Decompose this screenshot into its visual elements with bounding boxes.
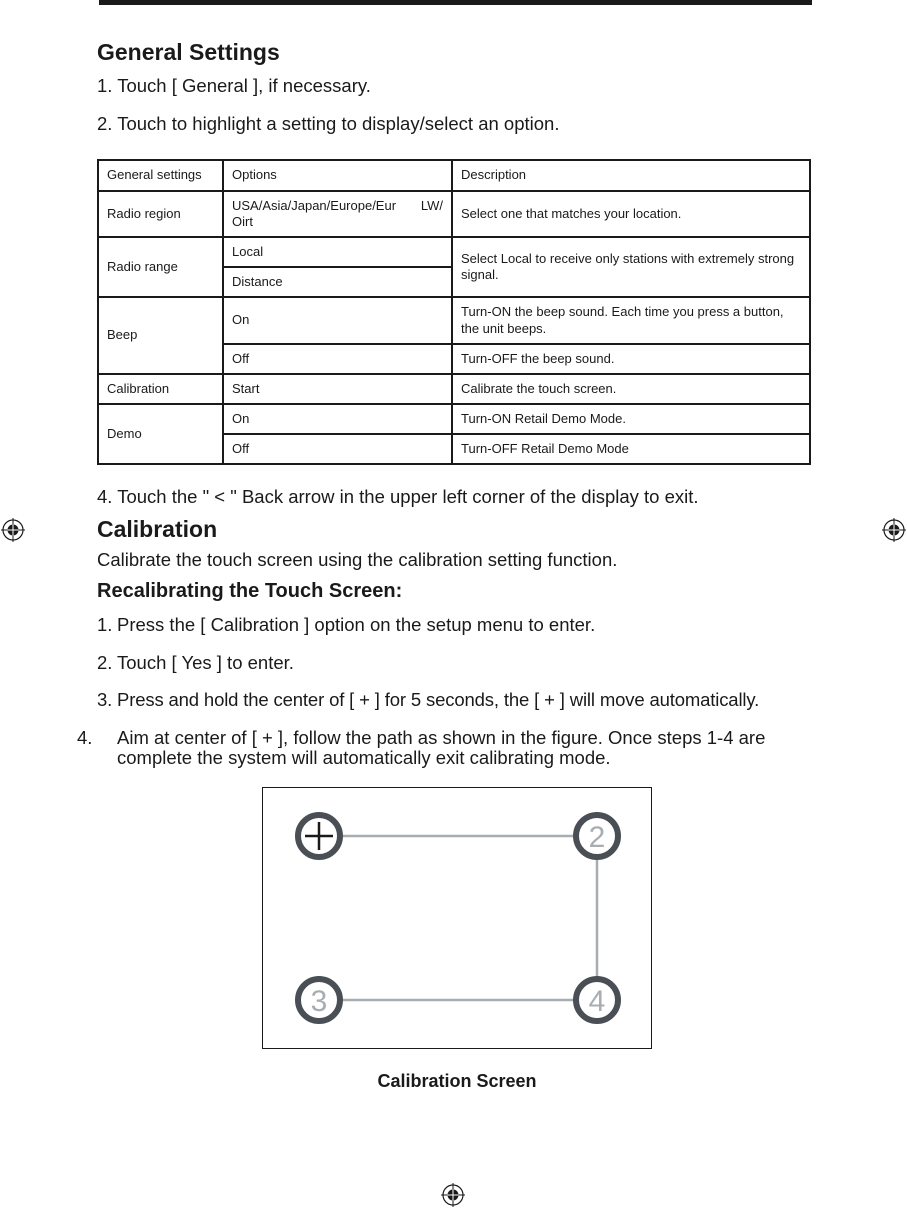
point-3-label: 3 [310,985,328,1018]
table-row [98,297,810,344]
header-options: Options [223,160,452,191]
recalibrating-subtitle: Recalibrating the Touch Screen: [97,580,403,602]
description-beep-off: Turn-OFF the beep sound. [452,344,810,374]
description-radio-region: Select one that matches your location. [452,191,810,237]
calibration-point-2 [576,815,618,857]
general-settings-title: General Settings [97,39,280,65]
step-text: Press and hold the center of [ + ] for 5 seconds, the [ + ] will move automatically. [117,689,760,710]
description-demo-on: Turn-ON Retail Demo Mode. [452,404,810,434]
description-radio-range: Select Local to receive only stations with extremely strong signal. [452,237,810,297]
step-number: 3. [97,689,113,710]
description-calibration: Calibrate the touch screen. [452,374,810,404]
general-settings-table [97,159,811,465]
general-step-4: 4. Touch the " < " Back arrow in the upper left corner of the display to exit. [97,486,699,507]
table-header-row [98,160,810,191]
header-description: Description [452,160,810,191]
step-text: Press the [ Calibration ] option on the setup menu to enter. [117,614,596,635]
general-step-2: 2. Touch to highlight a setting to display/select an option. [97,113,560,134]
calibration-step-3 [97,690,812,710]
table-row [98,374,810,404]
step-text: Aim at center of [ + ], follow the path as shown in the figure. Once steps 1-4 are complete the system will automatically exit calibrating mode. [117,727,766,769]
calibration-point-4 [576,979,618,1021]
calibration-step-2 [97,653,812,673]
calibration-intro: Calibrate the touch screen using the calibration setting function. [97,549,618,570]
step-text: Touch [ Yes ] to enter. [117,652,294,673]
setting-radio-region: Radio region [98,191,223,237]
setting-demo: Demo [98,404,223,464]
option-radio-range-distance: Distance [223,267,452,297]
header-general-settings: General settings [98,160,223,191]
option-radio-range-local: Local [223,237,452,267]
calibration-step-1 [97,615,812,635]
option-beep-on: On [223,297,452,344]
registration-mark-bottom-icon [441,1183,465,1207]
option-beep-off: Off [223,344,452,374]
point-4-label: 4 [588,985,606,1018]
calibration-step-4 [77,727,812,769]
option-calibration-start: Start [223,374,452,404]
calibration-screen-figure [262,787,652,1049]
table-row [98,191,810,237]
step-number: 2. [97,652,113,673]
step-number: 4. [77,727,93,748]
table-row [98,404,810,434]
step-number: 1. [97,614,113,635]
option-demo-on: On [223,404,452,434]
calibration-path-diagram [263,788,651,1048]
setting-calibration: Calibration [98,374,223,404]
option-radio-region: USA/Asia/Japan/Europe/Eur LW/ Oirt [223,191,452,237]
general-step-1: 1. Touch [ General ], if necessary. [97,75,371,96]
top-rule [99,0,812,5]
option-demo-off: Off [223,434,452,464]
point-2-label: 2 [588,821,606,854]
setting-beep: Beep [98,297,223,374]
registration-mark-right-icon [882,518,906,542]
table-row [98,237,810,267]
crosshair-point-1-icon [298,815,340,857]
registration-mark-left-icon [1,518,25,542]
calibration-title: Calibration [97,516,218,542]
setting-radio-range: Radio range [98,237,223,297]
description-beep-on: Turn-ON the beep sound. Each time you press a button, the unit beeps. [452,297,810,344]
figure-caption: Calibration Screen [377,1071,537,1091]
calibration-point-3 [298,979,340,1021]
description-demo-off: Turn-OFF Retail Demo Mode [452,434,810,464]
